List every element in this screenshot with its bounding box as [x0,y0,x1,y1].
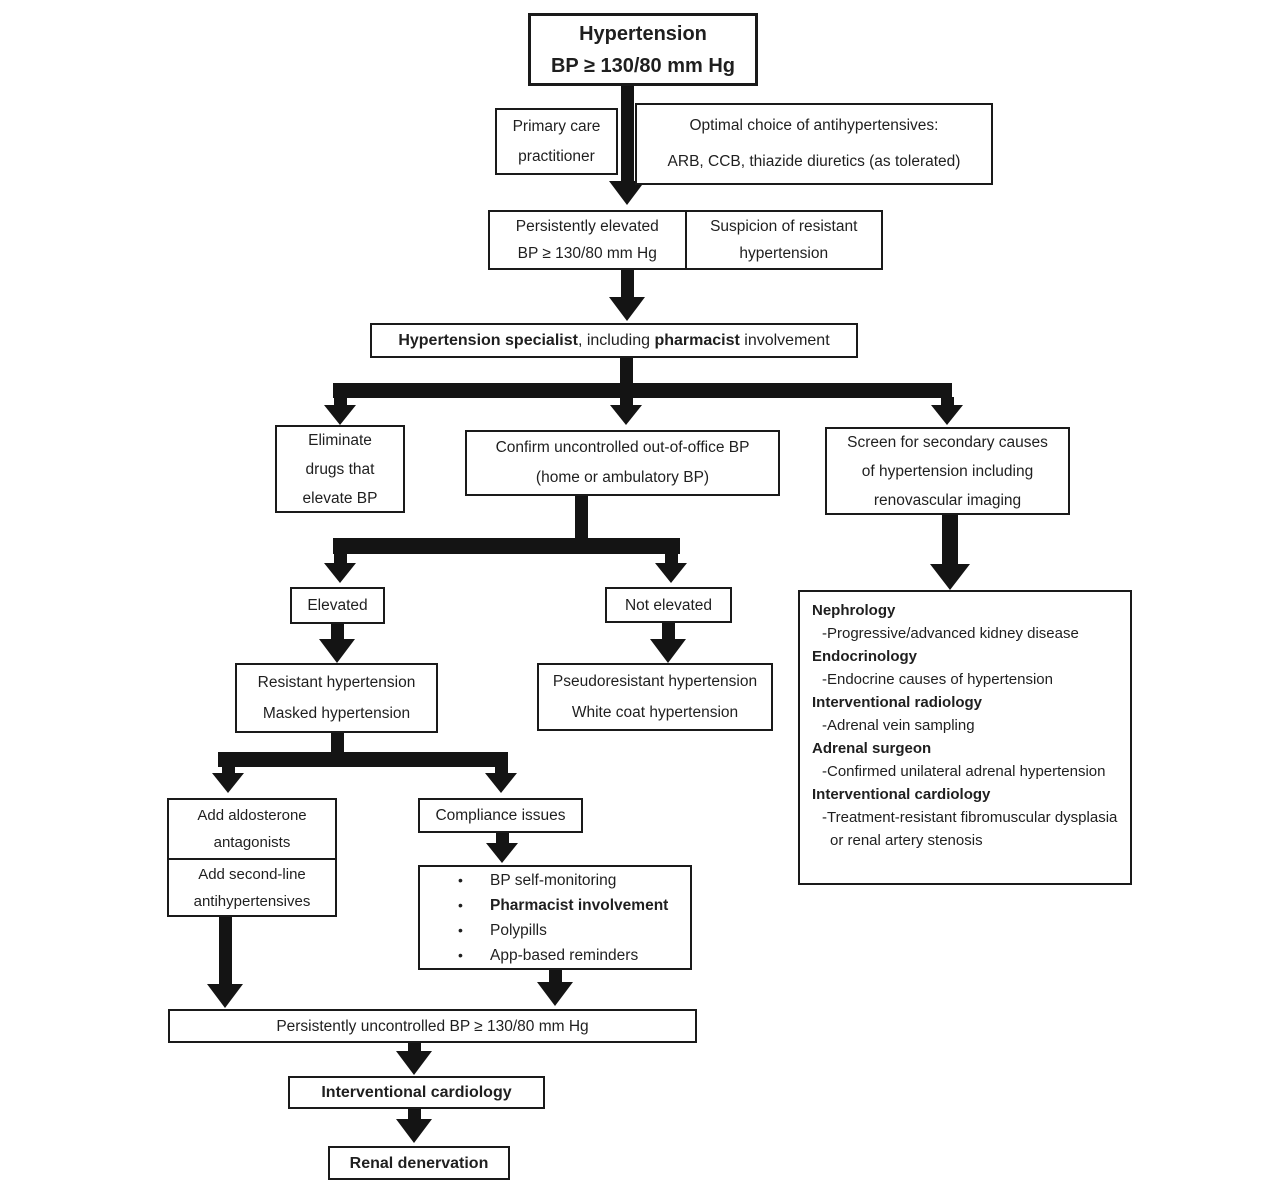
node-line: Hypertension [579,22,707,45]
node-persistently-elevated-suspicion [488,210,883,270]
arrow-head-icon [485,773,517,793]
adherence-item [420,943,690,968]
arrow-head-icon [610,405,642,425]
arrow-head-icon [324,563,356,583]
node-specialty-referrals [798,590,1132,885]
arrow-head-icon [655,563,687,583]
node-pseudoresistant-whitecoat [537,663,773,731]
arrow-head-icon [537,982,573,1006]
specialist-text-segment: involvement [739,332,830,349]
referral-section-title: Adrenal surgeon [812,740,932,757]
node-line: Interventional cardiology [321,1084,512,1101]
arrow-shaft [621,270,634,298]
bullet-icon: • [458,921,463,938]
node-interventional-cardiology [288,1076,545,1109]
arrow-head-icon [931,405,963,425]
node-line: antagonists [213,834,291,851]
cell-add-second-line [169,858,335,915]
node-line: ARB, CCB, thiazide diuretics (as tolerated) [667,153,961,170]
node-line: Masked hypertension [262,705,411,722]
branch-stem [620,358,633,384]
branch-bar [333,383,952,398]
node-line: White coat hypertension [571,704,739,721]
arrow-shaft [219,915,232,985]
branch-stem [331,731,344,753]
node-line: Add second-line [198,865,306,883]
node-line: drugs that [305,460,375,478]
adherence-item [420,893,690,918]
node-line: practitioner [518,147,595,165]
node-confirm-out-of-office-bp [465,430,780,496]
arrow-head-icon [650,639,686,663]
arrow-shaft [662,623,675,640]
arrow-shaft [549,968,562,983]
arrow-shaft [621,86,634,181]
node-elevated [290,587,385,624]
arrow-head-icon [486,843,518,863]
node-eliminate-drugs [275,425,405,513]
branch-stem [575,494,588,540]
node-line: of hypertension including [861,462,1034,480]
referral-section-item: -Progressive/advanced kidney disease [822,625,1079,642]
specialist-bold-segment: Hypertension specialist [398,332,578,349]
adherence-item-label: BP self-monitoring [490,871,617,889]
branch-bar [333,538,680,554]
node-line: renovascular imaging [873,491,1022,509]
bullet-icon: • [458,871,463,888]
cell-persistently-elevated [490,212,685,268]
specialist-bold-segment: pharmacist [654,332,740,349]
node-hypertension [528,13,758,86]
node-line: Persistently elevated [515,218,659,235]
bullet-icon: • [458,896,463,913]
arrow-head-icon [396,1119,432,1143]
referral-section-item: -Treatment-resistant fibromuscular dysplasia or renal artery stenosis [822,809,1118,849]
bullet-icon: • [458,946,463,963]
node-line: Renal denervation [349,1154,489,1172]
arrow-shaft [942,513,958,565]
referral-section-title: Endocrinology [812,648,917,665]
node-line: Elevated [307,597,368,614]
node-line: Resistant hypertension [257,674,416,691]
cell-suspicion-resistant [685,212,882,268]
referral-section-title: Nephrology [812,602,896,619]
node-resistant-masked [235,663,438,733]
adherence-item-label: App-based reminders [490,946,639,964]
referral-section-item: -Confirmed unilateral adrenal hypertension [822,763,1106,780]
node-screen-secondary-causes [825,427,1070,515]
node-renal-denervation [328,1146,510,1180]
arrow-head-icon [207,984,243,1008]
node-hypertension-specialist [370,323,858,358]
arrow-head-icon [319,639,355,663]
arrow-head-icon [609,297,645,321]
arrow-head-icon [212,773,244,793]
node-line: Add aldosterone [197,807,307,824]
node-not-elevated [605,587,732,623]
adherence-item-label: Polypills [490,921,547,939]
adherence-item [420,868,690,893]
node-compliance-issues [418,798,583,833]
node-line: hypertension [739,245,829,262]
arrow-head-icon [396,1051,432,1075]
arrow-shaft [331,624,344,640]
node-line: Not elevated [624,596,713,614]
referral-section-title: Interventional radiology [812,694,983,711]
referral-section-item: -Endocrine causes of hypertension [822,671,1053,688]
node-line: antihypertensives [193,892,311,910]
node-adherence-tools [418,865,692,970]
referral-section-title: Interventional cardiology [812,786,991,803]
node-line: BP ≥ 130/80 mm Hg [550,54,736,77]
adherence-item [420,918,690,943]
cell-add-aldosterone [169,800,335,858]
node-line [398,326,829,355]
node-optimal-antihypertensives [635,103,993,185]
referral-section-item: -Adrenal vein sampling [822,717,975,734]
node-line: elevate BP [302,489,378,507]
node-line: Confirm uncontrolled out-of-office BP [495,439,750,456]
node-line: Suspicion of resistant [710,218,858,235]
node-line: Primary care [512,117,601,135]
node-line: Optimal choice of antihypertensives: [689,117,939,134]
adherence-list [420,868,690,968]
node-line: BP ≥ 130/80 mm Hg [517,245,657,262]
node-line: Pseudoresistant hypertension [552,673,758,690]
arrow-head-icon [930,564,970,590]
node-add-therapy-stack [167,798,337,917]
node-primary-care-practitioner [495,108,618,175]
branch-bar [218,752,508,767]
node-line: (home or ambulatory BP) [535,469,710,486]
specialist-text-segment: , including [577,332,655,349]
node-line: Persistently uncontrolled BP ≥ 130/80 mm Hg [276,1017,589,1035]
arrow-head-icon [324,405,356,425]
node-line: Screen for secondary causes [847,433,1048,451]
adherence-item-label: Pharmacist involvement [490,896,669,914]
node-persistently-uncontrolled [168,1009,697,1043]
node-line: Eliminate [308,431,372,449]
node-line: Compliance issues [435,807,566,824]
